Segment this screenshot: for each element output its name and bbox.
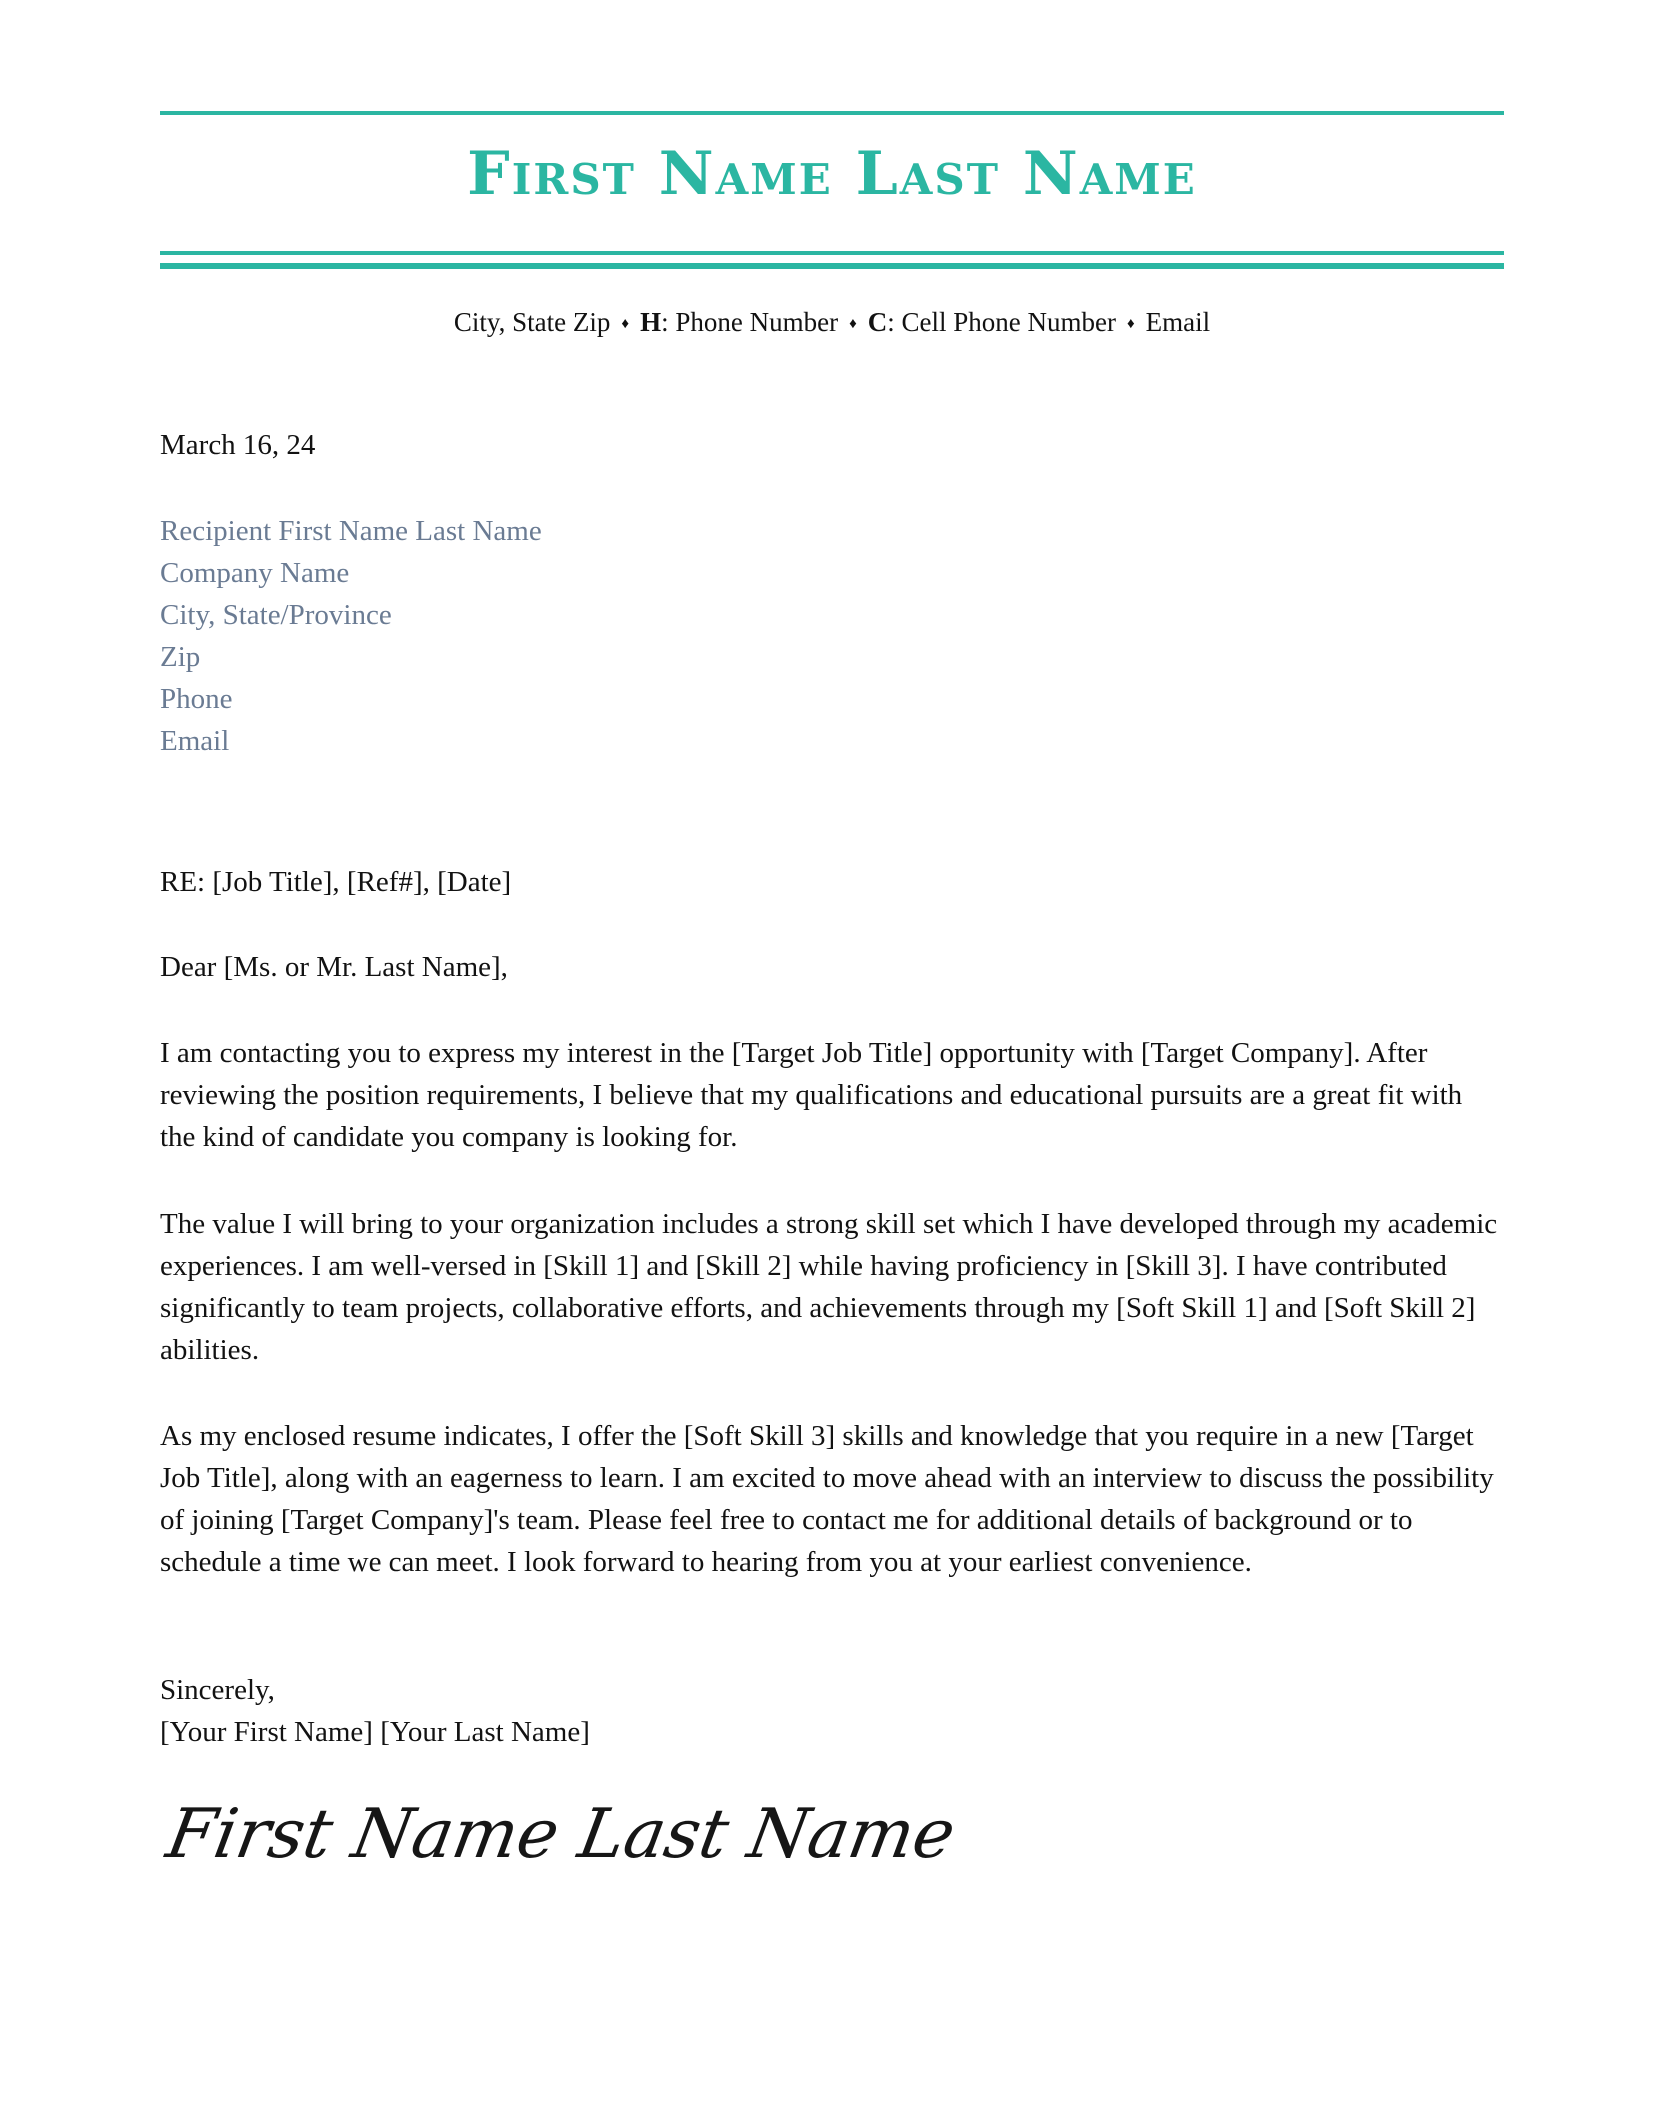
diamond-separator-icon: ♦ [621, 316, 630, 332]
recipient-address-block [160, 510, 1504, 762]
handwritten-signature: First Name Last Name [161, 1795, 961, 1874]
diamond-separator-icon: ♦ [849, 316, 857, 332]
home-phone-label: H [640, 307, 662, 337]
cell-phone-label: C [867, 307, 888, 337]
recipient-name: Recipient First Name Last Name [160, 515, 542, 547]
recipient-city-state: City, State/Province [160, 599, 392, 631]
page-title: First Name Last Name [467, 139, 1197, 209]
salutation: Dear [Ms. or Mr. Last Name], [160, 951, 508, 983]
recipient-company: Company Name [160, 557, 350, 589]
top-accent-rule [160, 111, 1504, 115]
body-paragraph-1: I am contacting you to express my interest in the [Target Job Title] opportunity with [Target Company]. After reviewing the position requirements, I believe that my qualifications and educational pursuits are a great fit with the kind of candidate you company is looking for. [160, 1037, 1463, 1153]
cell-phone-value: : Cell Phone Number [887, 307, 1116, 337]
contact-location: City, State Zip [453, 307, 611, 337]
home-phone-value: : Phone Number [661, 307, 839, 337]
contact-email: Email [1145, 307, 1211, 337]
typed-signature: [Your First Name] [Your Last Name] [160, 1716, 590, 1748]
body-paragraph-3: As my enclosed resume indicates, I offer the [Soft Skill 3] skills and knowledge that you require in a new [Target Job Title], along with an eagerness to learn. I am excited to move ahead with an interview to discuss the possibility of joining [Target Company]'s team. Please feel free to contact me for additional details of background or to schedule a time we can meet. I look forward to hearing from you at your earliest convenience. [160, 1420, 1494, 1578]
header-divider-thin [160, 251, 1504, 255]
recipient-zip: Zip [160, 641, 201, 673]
recipient-phone: Phone [160, 683, 233, 715]
recipient-email: Email [160, 725, 230, 757]
contact-info-line [0, 301, 1664, 345]
diamond-separator-icon: ♦ [1126, 316, 1135, 332]
closing-block [160, 1669, 1504, 1753]
header-divider-thick [160, 263, 1504, 269]
closing-salutation: Sincerely, [160, 1674, 275, 1706]
subject-line: RE: [Job Title], [Ref#], [Date] [160, 866, 512, 898]
body-paragraph-2: The value I will bring to your organization includes a strong skill set which I have developed through my academic experiences. I am well-versed in [Skill 1] and [Skill 2] while having proficiency in [Skill 3]. I have contributed significantly to team projects, collaborative efforts, and achievements through my [Soft Skill 1] and [Soft Skill 2] abilities. [160, 1208, 1498, 1366]
letter-date: March 16, 24 [160, 429, 316, 461]
